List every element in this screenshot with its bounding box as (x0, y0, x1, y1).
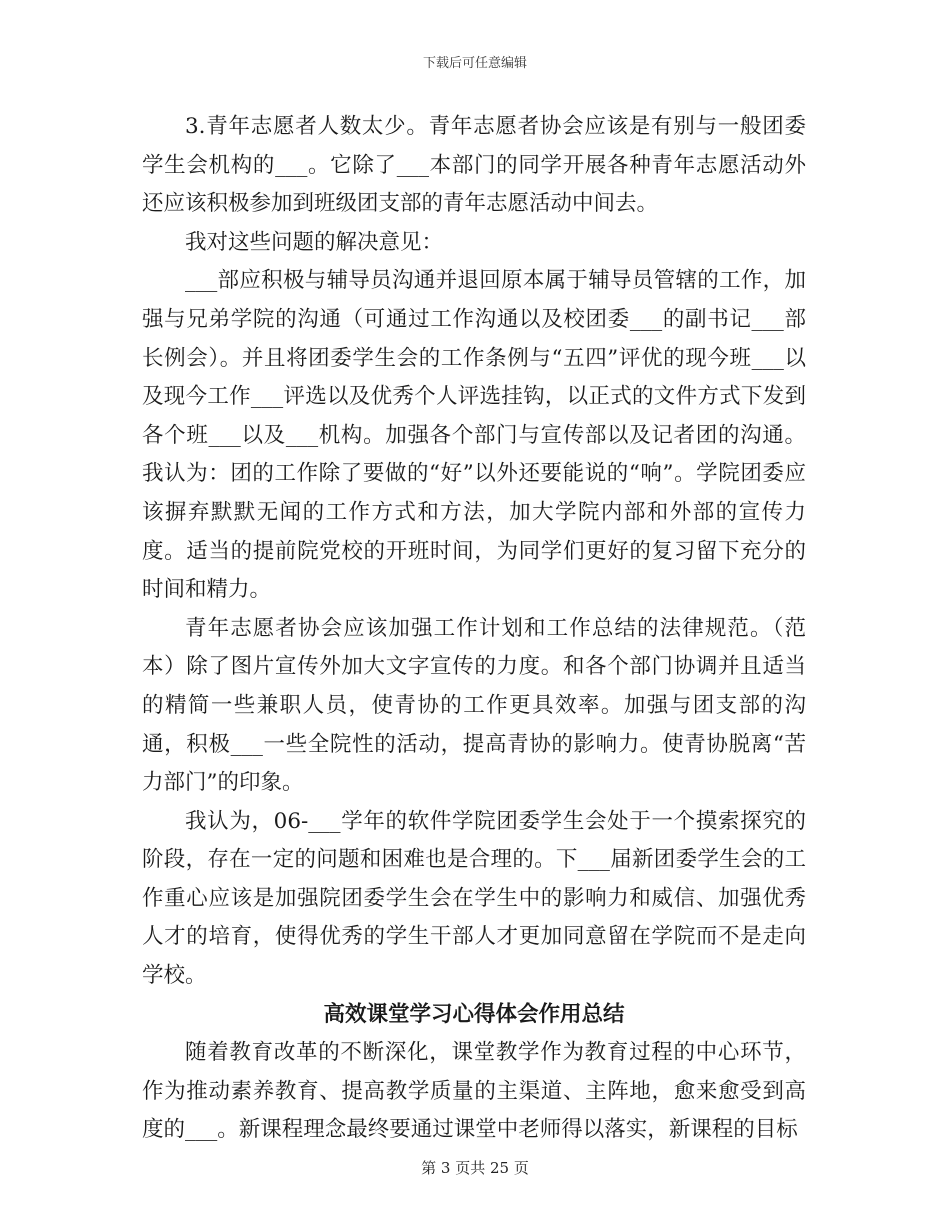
paragraph-education-reform: 随着教育改革的不断深化，课堂教学作为教育过程的中心环节，作为推动素养教育、提高教学质量的主渠道、主阵地，愈来愈受到高度的___。新课程理念最终要通过课堂中老师得以落实，新课程的目标 (142, 1040, 806, 1143)
paragraph-conclusion: 我认为，06-___学年的软件学院团委学生会处于一个摸索探究的阶段，存在一定的问题和困难也是合理的。下___届新团委学生会的工作重心应该是加强院团委学生会在学生中的影响力和威信、加强优秀人才的培育，使得优秀的学生干部人才更加同意留在学院而不是走向学校。 (142, 808, 806, 989)
paragraph-solutions-detail: ___部应积极与辅导员沟通并退回原本属于辅导员管辖的工作，加强与兄弟学院的沟通（可通过工作沟通以及校团委___的副书记___部长例会）。并且将团委学生会的工作条例与“五四”评优的现今班___以及现今工作___评选以及优秀个人评选挂钩，以正式的文件方式下发到各个班___以及___机构。加强各个部门与宣传部以及记者团的沟通。我认为：团的工作除了要做的“好”以外还要能说的“响”。学院团委应该摒弃默默无闻的工作方式和方法，加大学院内部和外部的宣传力度。适当的提前院党校的开班时间，为同学们更好的复习留下充分的时间和精力。 (142, 268, 806, 603)
page-number: 第 3 页共 25 页 (421, 1159, 529, 1177)
paragraph-volunteer-count: 3.青年志愿者人数太少。青年志愿者协会应该是有别与一般团委学生会机构的___。它除了___本部门的同学开展各种青年志愿活动外还应该积极参加到班级团支部的青年志愿活动中间去。 (142, 114, 806, 217)
paragraph-volunteer-association: 青年志愿者协会应该加强工作计划和工作总结的法律规范。（范本）除了图片宣传外加大文字宣传的力度。和各个部门协调并且适当的精简一些兼职人员，使青协的工作更具效率。加强与团支部的沟通，积极___一些全院性的活动，提高青协的影响力。使青协脱离“苦力部门”的印象。 (142, 615, 806, 796)
page-header: 下载后可任意编辑 (422, 56, 527, 71)
document-body (142, 108, 806, 1150)
paragraph-solutions-intro: 我对这些问题的解决意见： (185, 229, 444, 255)
section-heading: 高效课堂学习心得体会作用总结 (323, 1001, 625, 1027)
